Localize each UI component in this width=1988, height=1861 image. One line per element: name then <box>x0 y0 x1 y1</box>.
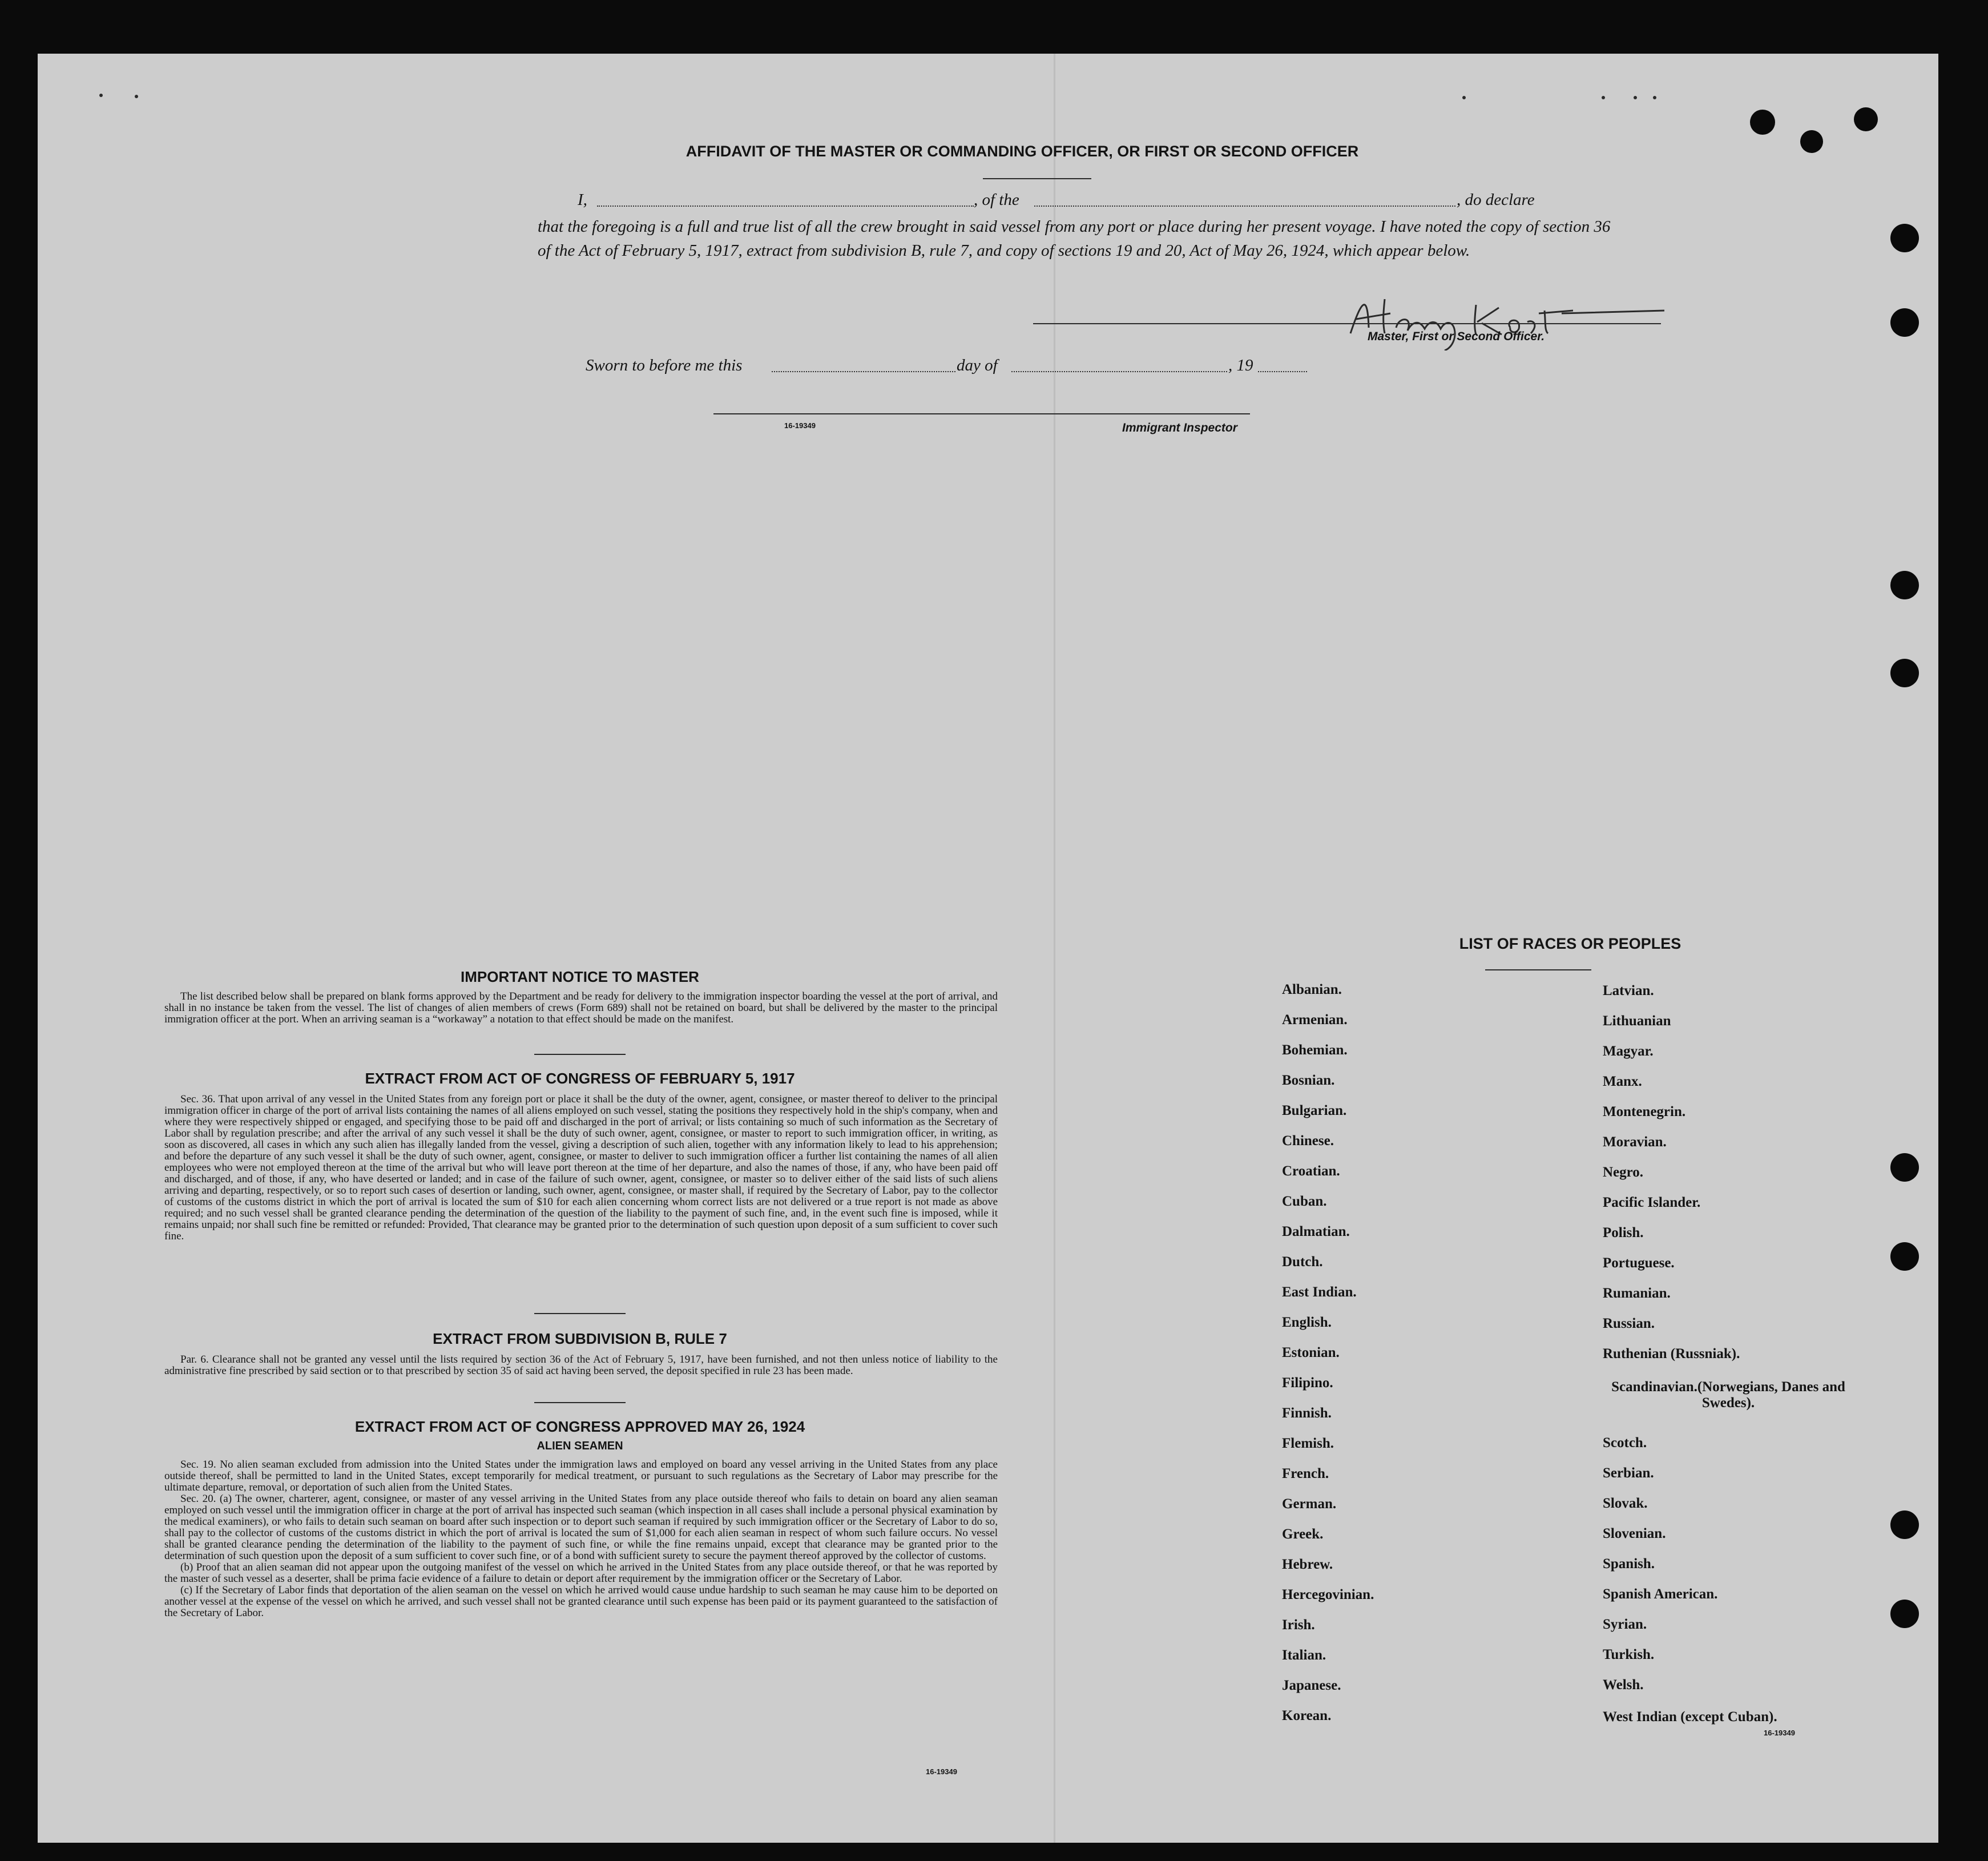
sworn-start: Sworn to before me this <box>586 356 743 374</box>
punch-hole <box>1890 1600 1919 1628</box>
race-item: Irish. <box>1282 1617 1315 1633</box>
section-20a: Sec. 20. (a) The owner, charterer, agent, consignee, or master of any vessel arriving in the United States from any place outside thereof who fails to detain on board any alien seaman employed on such vessel until the immigration officer in charge at the port of arrival has inspected such seaman (which inspection in all cases shall include a personal physical examination by the medical examiners), or who fails to detain such seaman on board after such inspection or to deport such seaman if required by such immigration officer or the Secretary of Labor to do so, shall pay to the collector of customs of the customs district in which the port of arrival is located the sum of $1,000 for each alien seaman in respect of whom such failure occurs. No vessel shall be granted clearance pending the determination of the liability to the payment of such fine, or while the fine remains unpaid, except that clearance may be granted prior to the determination of such question upon the deposit of a sum sufficient to cover such fine, or of a bond with sufficient surety to secure the payment thereof approved by the collector of customs. <box>164 1493 998 1562</box>
race-item: Finnish. <box>1282 1405 1332 1421</box>
form-number: 16-19349 <box>784 421 816 430</box>
punch-hole <box>1890 1242 1919 1271</box>
race-item: West Indian (except Cuban). <box>1603 1709 1777 1725</box>
notice-text <box>164 991 998 1025</box>
extract-1924-subtitle: ALIEN SEAMEN <box>537 1440 623 1452</box>
punch-hole <box>1890 1153 1919 1182</box>
race-item: Syrian. <box>1603 1617 1647 1632</box>
day-blank[interactable] <box>772 371 955 372</box>
race-item: French. <box>1282 1466 1329 1481</box>
month-blank[interactable] <box>1011 371 1227 372</box>
races-title: LIST OF RACES OR PEOPLES <box>1459 935 1681 952</box>
race-item: Russian. <box>1603 1316 1655 1331</box>
race-item: Rumanian. <box>1603 1286 1671 1301</box>
race-item: Slovak. <box>1603 1496 1648 1511</box>
extract-1924-title: EXTRACT FROM ACT OF CONGRESS APPROVED MAY 26, 1924 <box>354 1418 805 1435</box>
race-item: Spanish. <box>1603 1556 1655 1572</box>
document-page <box>38 54 1938 1843</box>
race-item: Dalmatian. <box>1282 1224 1350 1239</box>
vessel-blank[interactable] <box>1034 206 1455 207</box>
race-item: Greek. <box>1282 1526 1324 1542</box>
page-fold <box>1054 54 1055 1843</box>
year-blank[interactable] <box>1258 371 1307 372</box>
form-number: 16-19349 <box>1764 1729 1795 1737</box>
race-item: Spanish American. <box>1603 1586 1718 1602</box>
race-item: Portuguese. <box>1603 1255 1675 1271</box>
race-item: Ruthenian (Russniak). <box>1603 1346 1740 1361</box>
specks <box>1653 96 1656 99</box>
race-item: Cuban. <box>1282 1194 1327 1209</box>
race-item: Chinese. <box>1282 1133 1334 1149</box>
race-item: Hebrew. <box>1282 1557 1333 1572</box>
name-blank[interactable] <box>597 206 974 207</box>
race-item: Albanian. <box>1282 982 1342 997</box>
race-item: Scotch. <box>1603 1435 1647 1451</box>
sworn-day: day of <box>957 356 998 374</box>
race-item: English. <box>1282 1315 1332 1330</box>
signature-caption: Master, First or Second Officer. <box>1368 330 1545 343</box>
race-item: Serbian. <box>1603 1465 1654 1481</box>
divider <box>534 1313 626 1314</box>
affidavit-title: AFFIDAVIT OF THE MASTER OR COMMANDING OFFICER, OR FIRST OR SECOND OFFICER <box>685 143 1359 160</box>
sworn-year: , 19 <box>1228 356 1253 374</box>
divider <box>534 1054 626 1055</box>
punch-hole <box>1750 110 1775 135</box>
declaration-line <box>538 191 1622 214</box>
punch-hole <box>1890 1510 1919 1539</box>
race-item: German. <box>1282 1496 1337 1512</box>
declaration-body: that the foregoing is a full and true list of all the crew brought in said vessel from any port or place during her present voyage. I have noted the copy of section 36 of the Act of February 5, 1917, extract from subdivision B, rule 7, and copy of sections 19 and 20, Act of May 26, 1924, which appear below. <box>538 217 1611 260</box>
line-start: I, <box>578 191 587 209</box>
punch-hole <box>1890 659 1919 687</box>
race-item: Negro. <box>1603 1165 1644 1180</box>
race-item: Scandinavian.(Norwegians, Danes and Swedes). <box>1611 1379 1845 1411</box>
line-end: , do declare <box>1457 191 1535 209</box>
race-item: Polish. <box>1603 1225 1644 1240</box>
line-mid: , of the <box>974 191 1019 209</box>
race-item: Dutch. <box>1282 1254 1323 1270</box>
race-item: Estonian. <box>1282 1345 1340 1360</box>
race-item: Japanese. <box>1282 1678 1341 1693</box>
race-item: Lithuanian <box>1603 1013 1671 1029</box>
extract-1917-title: EXTRACT FROM ACT OF CONGRESS OF FEBRUARY 5, 1917 <box>365 1070 795 1087</box>
race-item: Montenegrin. <box>1603 1104 1686 1119</box>
race-item: East Indian. <box>1282 1284 1357 1300</box>
race-item: Slovenian. <box>1603 1526 1666 1541</box>
punch-hole <box>1854 107 1878 131</box>
specks <box>1462 96 1466 99</box>
race-item: Bulgarian. <box>1282 1103 1347 1118</box>
race-item: Flemish. <box>1282 1436 1334 1451</box>
rule7-title: EXTRACT FROM SUBDIVISION B, RULE 7 <box>433 1330 727 1347</box>
specks <box>135 95 138 98</box>
divider <box>534 1402 626 1403</box>
specks <box>1634 96 1637 99</box>
race-item: Turkish. <box>1603 1647 1655 1662</box>
extract-1924-text <box>164 1459 998 1619</box>
punch-hole <box>1800 130 1823 153</box>
race-item: Welsh. <box>1603 1677 1644 1693</box>
sworn-line <box>586 356 1328 379</box>
inspector-line <box>713 413 1250 414</box>
rule7-text <box>164 1354 998 1377</box>
race-item: Croatian. <box>1282 1163 1340 1179</box>
race-item: Moravian. <box>1603 1134 1667 1150</box>
race-item: Armenian. <box>1282 1012 1348 1028</box>
specks <box>99 94 103 97</box>
notice-paragraph: The list described below shall be prepared on blank forms approved by the Department and be ready for delivery to the immigration inspector boarding the vessel at the port of arrival, and shall in no instance be taken from the vessel. The list of changes of alien members of crews (Form 689) shall not be retained on board, but shall be delivered by the master to the principal immigration officer at the port. When an arriving seaman is a “workaway” a notation to that effect should be made on the manifest. <box>164 990 998 1025</box>
race-item: Hercegovinian. <box>1282 1587 1374 1602</box>
notice-title: IMPORTANT NOTICE TO MASTER <box>461 968 699 985</box>
race-item: Bohemian. <box>1282 1042 1348 1058</box>
punch-hole <box>1890 308 1919 337</box>
punch-hole <box>1890 571 1919 599</box>
extract-1917-text <box>164 1094 998 1242</box>
specks <box>1602 96 1605 99</box>
title-underline <box>1485 969 1591 970</box>
title-underline <box>983 178 1091 179</box>
race-item: Italian. <box>1282 1647 1326 1663</box>
section-20b: (b) Proof that an alien seaman did not appear upon the outgoing manifest of the vessel on which he arrived in the United States from any place outside thereof, or that he was reported by the master of such vessel as a deserter, shall be prima facie evidence of a failure to detain or deport after requirement by the immigration officer or the Secretary of Labor. <box>164 1561 998 1585</box>
inspector-caption: Immigrant Inspector <box>1122 421 1237 434</box>
section-20c: (c) If the Secretary of Labor finds that deportation of the alien seaman on the vessel on which he arrived would cause undue hardship to such seaman he may cause him to be deported on another vessel at the expense of the vessel on which he arrived, and such vessel shall not be granted clearance until such expense has been paid or its payment guaranteed to the satisfaction of the Secretary of Labor. <box>164 1584 998 1619</box>
punch-hole <box>1890 224 1919 252</box>
race-item: Filipino. <box>1282 1375 1333 1391</box>
race-item: Manx. <box>1603 1074 1642 1089</box>
form-number: 16-19349 <box>926 1767 957 1776</box>
race-item: Magyar. <box>1603 1044 1654 1059</box>
paragraph-6: Par. 6. Clearance shall not be granted any vessel until the lists required by section 36 of the Act of February 5, 1917, have been furnished, and not then unless notice of liability to the administrative fine prescribed by said section or to that prescribed by section 35 of said act having been served, the deposit specified in rule 23 has been made. <box>164 1354 998 1377</box>
race-item: Bosnian. <box>1282 1073 1335 1088</box>
race-item: Korean. <box>1282 1708 1332 1723</box>
section-36: Sec. 36. That upon arrival of any vessel in the United States from any foreign port or place it shall be the duty of the owner, agent, consignee, or master thereof to deliver to the principal immigration officer in charge of the port of arrival lists containing the names of all aliens employed on such vessel, stating the positions they respectively hold in the ship's company, when and where they were respectively shipped or engaged, and specifying those to be paid off and discharged in the port of arrival; or lists containing so much of such information as the Secretary of Labor shall by regulation prescribe; and after the arrival of any such vessel it shall be the duty of such owner, agent, consignee, or master to report to such immigration officer, in writing, as soon as discovered, all cases in which any such alien has illegally landed from the vessel, giving a description of such alien, together with any information likely to lead to his apprehension; and before the departure of any such vessel it shall be the duty of such owner, agent, consignee, or master to deliver to such immigration officer a further list containing the names of all alien employees who were not employed thereon at the time of the arrival but who will leave port thereon at the time of her departure, and also the names of those, if any, who have been paid off and discharged, and of those, if any, who have deserted or landed; and in case of the failure of such owner, agent, consignee, or master so to deliver either of the said lists of such aliens arriving and departing, respectively, or so to report such cases of desertion or landing, such owner, agent, consignee, or master shall, if required by the Secretary of Labor, pay to the collector of customs of the customs district in which the port of arrival is located the sum of $10 for each alien concerning whom correct lists are not delivered or a true report is not made as above required; and no such vessel shall be granted clearance pending the determination of the question of the liability to the payment of such fine, and, in the event such fine is imposed, while it remains unpaid; nor shall such fine be remitted or refunded: Provided, That clearance may be granted prior to the determination of such question upon deposit of a sum sufficient to cover such fine. <box>164 1093 998 1242</box>
race-item: Pacific Islander. <box>1603 1195 1701 1210</box>
race-item: Latvian. <box>1603 983 1654 998</box>
section-19: Sec. 19. No alien seaman excluded from admission into the United States under the immigration laws and employed on board any vessel arriving in the United States from any place outside thereof, shall be permitted to land in the United States, except temporarily for medical treatment, or pursuant to such regulations as the Secretary of Labor may prescribe for the ultimate departure, removal, or deportation of such alien from the United States. <box>164 1459 998 1493</box>
